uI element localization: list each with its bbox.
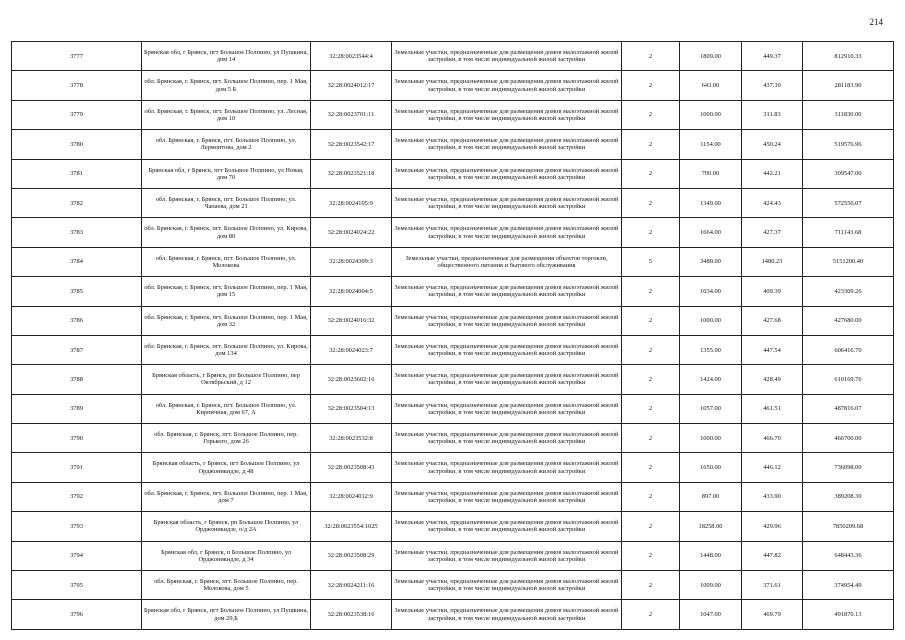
address-cell: обл. Брянская, г. Брянск, пгт. Большое Полпино, пер. 1 Мая, дом 7	[142, 482, 311, 511]
row-number: 3781	[12, 159, 142, 188]
specific-value-cell: 447.82	[742, 541, 803, 570]
land-use-purpose-cell: Земельные участки, предназначенные для размещения домов малоэтажной жилой застройки, в том числе индивидуальной жилой застройки	[392, 188, 622, 217]
row-number: 3778	[12, 71, 142, 100]
cadastral-value-cell: 427680.00	[803, 306, 894, 335]
cadastral-value-cell: 487816.07	[803, 394, 894, 423]
use-group-cell: 2	[622, 335, 680, 364]
specific-value-cell: 428.49	[742, 365, 803, 394]
table-row	[12, 365, 894, 394]
use-group-cell: 2	[622, 100, 680, 129]
address-cell: Брянская обл, г Брянск, пгт Большое Полпино, ул Новая, дом 70	[142, 159, 311, 188]
land-use-purpose-cell: Земельные участки, предназначенные для размещения домов малоэтажной жилой застройки, в том числе индивидуальной жилой застройки	[392, 453, 622, 482]
use-group-cell: 2	[622, 512, 680, 541]
area-cell: 897.00	[680, 482, 742, 511]
area-cell: 3480.00	[680, 247, 742, 276]
area-cell: 643.00	[680, 71, 742, 100]
cadastral-value-cell: 572556.07	[803, 188, 894, 217]
specific-value-cell: 442.21	[742, 159, 803, 188]
cadastral-value-cell: 311830.00	[803, 100, 894, 129]
table-row	[12, 453, 894, 482]
land-use-purpose-cell: Земельные участки, предназначенные для размещения домов малоэтажной жилой застройки, в том числе индивидуальной жилой застройки	[392, 306, 622, 335]
table-row	[12, 482, 894, 511]
use-group-cell: 2	[622, 159, 680, 188]
specific-value-cell: 427.37	[742, 218, 803, 247]
cadastral-number-cell: 32:28:0023532:8	[311, 424, 392, 453]
table-row	[12, 159, 894, 188]
area-cell: 1057.00	[680, 394, 742, 423]
address-cell: обл. Брянская, г. Брянск, пгт. Большое Полпино, ул. Лесная, дом 10	[142, 100, 311, 129]
use-group-cell: 2	[622, 541, 680, 570]
cadastral-number-cell: 32:28:0023538:16	[311, 600, 392, 629]
area-cell: 1349.00	[680, 188, 742, 217]
row-number: 3795	[12, 571, 142, 600]
address-cell: Брянская область, г Брянск, рп Большое Полпино, ул Орджоникидзе, о/д 2А	[142, 512, 311, 541]
row-number: 3792	[12, 482, 142, 511]
use-group-cell: 2	[622, 424, 680, 453]
table-row	[12, 571, 894, 600]
table-row	[12, 335, 894, 364]
specific-value-cell: 424.43	[742, 188, 803, 217]
cadastral-number-cell: 32:28:0024012:9	[311, 482, 392, 511]
area-cell: 1448.00	[680, 541, 742, 570]
area-cell: 1154.00	[680, 130, 742, 159]
area-cell: 700.00	[680, 159, 742, 188]
land-use-purpose-cell: Земельные участки, предназначенные для размещения домов малоэтажной жилой застройки, в том числе индивидуальной жилой застройки	[392, 218, 622, 247]
address-cell: обл. Брянская, г. Брянск, пгт. Большое Полпино, пер. 1 Мая, дом 5 Б	[142, 71, 311, 100]
specific-value-cell: 446.12	[742, 453, 803, 482]
table-row	[12, 424, 894, 453]
cadastral-number-cell: 32:28:0024023:7	[311, 335, 392, 364]
land-use-purpose-cell: Земельные участки, предназначенные для размещения домов малоэтажной жилой застройки, в том числе индивидуальной жилой застройки	[392, 482, 622, 511]
table-row	[12, 130, 894, 159]
specific-value-cell: 449.37	[742, 42, 803, 71]
land-use-purpose-cell: Земельные участки, предназначенные для размещения домов малоэтажной жилой застройки, в том числе индивидуальной жилой застройки	[392, 600, 622, 629]
cadastral-number-cell: 32:28:0023554:1025	[311, 512, 392, 541]
address-cell: Брянская обл, г Брянск, пгт Большое Полпино, ул Пушкина, дом 14	[142, 42, 311, 71]
cadastral-number-cell: 32:28:0023602:16	[311, 365, 392, 394]
cadastral-value-cell: 466700.00	[803, 424, 894, 453]
row-number: 3790	[12, 424, 142, 453]
land-use-purpose-cell: Земельные участки, предназначенные для размещения домов малоэтажной жилой застройки, в том числе индивидуальной жилой застройки	[392, 277, 622, 306]
use-group-cell: 2	[622, 42, 680, 71]
table-row	[12, 71, 894, 100]
table-row	[12, 100, 894, 129]
use-group-cell: 2	[622, 130, 680, 159]
specific-value-cell: 447.54	[742, 335, 803, 364]
table-row	[12, 306, 894, 335]
address-cell: обл. Брянская, г. Брянск, пгт. Большое Полпино, ул. Кирпичная, дом 67, А	[142, 394, 311, 423]
use-group-cell: 2	[622, 71, 680, 100]
cadastral-number-cell: 32:28:0023508:43	[311, 453, 392, 482]
area-cell: 1000.00	[680, 424, 742, 453]
area-cell: 1809.00	[680, 42, 742, 71]
cadastral-number-cell: 32:28:0024309:3	[311, 247, 392, 276]
use-group-cell: 2	[622, 453, 680, 482]
specific-value-cell: 311.83	[742, 100, 803, 129]
row-number: 3796	[12, 600, 142, 629]
address-cell: обл. Брянская, г. Брянск, пгт. Большое Полпино, пер. 1 Мая, дом 15	[142, 277, 311, 306]
land-use-purpose-cell: Земельные участки, предназначенные для размещения домов малоэтажной жилой застройки, в том числе индивидуальной жилой застройки	[392, 130, 622, 159]
row-number: 3793	[12, 512, 142, 541]
cadastral-value-cell: 309547.00	[803, 159, 894, 188]
row-number: 3782	[12, 188, 142, 217]
table-row	[12, 512, 894, 541]
row-number: 3794	[12, 541, 142, 570]
address-cell: Брянская обл, г Брянск, п Большое Полпино, ул Орджоникидзе, д 34	[142, 541, 311, 570]
address-cell: обл. Брянская, г. Брянск, пгт. Большое Полпино, ул. Кирова, дом 80	[142, 218, 311, 247]
use-group-cell: 2	[622, 188, 680, 217]
cadastral-number-cell: 32:28:0023521:18	[311, 159, 392, 188]
table-row	[12, 600, 894, 629]
address-cell: обл. Брянская, г. Брянск, пгт. Большое Полпино, пер. Горького, дом 26	[142, 424, 311, 453]
cadastral-number-cell: 32:28:0023542:17	[311, 130, 392, 159]
cadastral-value-table	[11, 41, 894, 630]
use-group-cell: 2	[622, 394, 680, 423]
address-cell: Брянская область, г Брянск, рп Большое Полпино, пер Октябрьский, д 12	[142, 365, 311, 394]
area-cell: 1424.00	[680, 365, 742, 394]
land-use-purpose-cell: Земельные участки, предназначенные для размещения домов малоэтажной жилой застройки, в том числе индивидуальной жилой застройки	[392, 394, 622, 423]
page-number: 214	[869, 17, 883, 27]
table-row	[12, 188, 894, 217]
cadastral-number-cell: 32:28:0024004:5	[311, 277, 392, 306]
specific-value-cell: 433.90	[742, 482, 803, 511]
cadastral-value-cell: 374954.49	[803, 571, 894, 600]
specific-value-cell: 429.96	[742, 512, 803, 541]
cadastral-number-cell: 32:28:0024211:16	[311, 571, 392, 600]
table-row	[12, 42, 894, 71]
cadastral-value-cell: 5151200.40	[803, 247, 894, 276]
address-cell: обл. Брянская, г. Брянск, пгт. Большое Полпино, пер. 1 Мая, дом 32	[142, 306, 311, 335]
row-number: 3788	[12, 365, 142, 394]
land-use-purpose-cell: Земельные участки, предназначенные для размещения домов малоэтажной жилой застройки, в том числе индивидуальной жилой застройки	[392, 71, 622, 100]
address-cell: Брянская обл, г Брянск, пгт Большое Полпино, ул Пушкина, дом 29,Б	[142, 600, 311, 629]
cadastral-value-cell: 423309.26	[803, 277, 894, 306]
use-group-cell: 2	[622, 600, 680, 629]
land-use-purpose-cell: Земельные участки, предназначенные для размещения домов малоэтажной жилой застройки, в том числе индивидуальной жилой застройки	[392, 512, 622, 541]
area-cell: 1009.00	[680, 571, 742, 600]
row-number: 3779	[12, 100, 142, 129]
cadastral-number-cell: 32:28:0023544:4	[311, 42, 392, 71]
use-group-cell: 2	[622, 365, 680, 394]
cadastral-value-cell: 281183.90	[803, 71, 894, 100]
land-use-purpose-cell: Земельные участки, предназначенные для размещения домов малоэтажной жилой застройки, в том числе индивидуальной жилой застройки	[392, 159, 622, 188]
row-number: 3785	[12, 277, 142, 306]
cadastral-number-cell: 32:28:0023701:11	[311, 100, 392, 129]
specific-value-cell: 461.51	[742, 394, 803, 423]
row-number: 3784	[12, 247, 142, 276]
specific-value-cell: 466.70	[742, 424, 803, 453]
cadastral-number-cell: 32:28:0024024:22	[311, 218, 392, 247]
area-cell: 18258.00	[680, 512, 742, 541]
cadastral-value-cell: 491870.13	[803, 600, 894, 629]
land-use-purpose-cell: Земельные участки, предназначенные для размещения объектов торговли, общественного питания и бытового обслуживания	[392, 247, 622, 276]
specific-value-cell: 437.30	[742, 71, 803, 100]
land-use-purpose-cell: Земельные участки, предназначенные для размещения домов малоэтажной жилой застройки, в том числе индивидуальной жилой застройки	[392, 100, 622, 129]
land-use-purpose-cell: Земельные участки, предназначенные для размещения домов малоэтажной жилой застройки, в том числе индивидуальной жилой застройки	[392, 571, 622, 600]
land-use-purpose-cell: Земельные участки, предназначенные для размещения домов малоэтажной жилой застройки, в том числе индивидуальной жилой застройки	[392, 424, 622, 453]
address-cell: Брянская область, г Брянск, пгт Большое Полпино, ул Орджоникидзе, д 48	[142, 453, 311, 482]
cadastral-number-cell: 32:28:0024012:17	[311, 71, 392, 100]
land-use-purpose-cell: Земельные участки, предназначенные для размещения домов малоэтажной жилой застройки, в том числе индивидуальной жилой застройки	[392, 541, 622, 570]
cadastral-value-cell: 610169.76	[803, 365, 894, 394]
cadastral-value-cell: 7850209.68	[803, 512, 894, 541]
address-cell: обл. Брянская, г. Брянск, пгт. Большое Полпино, пер. Молокова, дом 5	[142, 571, 311, 600]
cadastral-value-cell: 711143.68	[803, 218, 894, 247]
address-cell: обл. Брянская, г. Брянск, пгт. Большое Полпино, ул. Молокова	[142, 247, 311, 276]
table-row	[12, 541, 894, 570]
table-row	[12, 218, 894, 247]
specific-value-cell: 427.68	[742, 306, 803, 335]
specific-value-cell: 409.39	[742, 277, 803, 306]
land-use-purpose-cell: Земельные участки, предназначенные для размещения домов малоэтажной жилой застройки, в том числе индивидуальной жилой застройки	[392, 365, 622, 394]
table-row	[12, 247, 894, 276]
table-row	[12, 277, 894, 306]
cadastral-number-cell: 32:28:0024105:9	[311, 188, 392, 217]
cadastral-value-cell: 812910.33	[803, 42, 894, 71]
use-group-cell: 2	[622, 306, 680, 335]
row-number: 3780	[12, 130, 142, 159]
specific-value-cell: 1480.23	[742, 247, 803, 276]
use-group-cell: 2	[622, 218, 680, 247]
use-group-cell: 2	[622, 482, 680, 511]
address-cell: обл. Брянская, г. Брянск, пгт. Большое Полпино, ул. Лермонтова, дом 2	[142, 130, 311, 159]
cadastral-number-cell: 32:28:0023508:29	[311, 541, 392, 570]
cadastral-value-cell: 389208.30	[803, 482, 894, 511]
row-number: 3783	[12, 218, 142, 247]
row-number: 3789	[12, 394, 142, 423]
area-cell: 1355.00	[680, 335, 742, 364]
specific-value-cell: 450.24	[742, 130, 803, 159]
row-number: 3787	[12, 335, 142, 364]
table-row	[12, 394, 894, 423]
area-cell: 1650.00	[680, 453, 742, 482]
row-number: 3777	[12, 42, 142, 71]
use-group-cell: 2	[622, 571, 680, 600]
area-cell: 1000.00	[680, 306, 742, 335]
row-number: 3791	[12, 453, 142, 482]
use-group-cell: 2	[622, 277, 680, 306]
area-cell: 1047.00	[680, 600, 742, 629]
specific-value-cell: 371.61	[742, 571, 803, 600]
cadastral-number-cell: 32:28:0024016:32	[311, 306, 392, 335]
specific-value-cell: 469.79	[742, 600, 803, 629]
land-use-purpose-cell: Земельные участки, предназначенные для размещения домов малоэтажной жилой застройки, в том числе индивидуальной жилой застройки	[392, 335, 622, 364]
area-cell: 1000.00	[680, 100, 742, 129]
use-group-cell: 5	[622, 247, 680, 276]
cadastral-value-cell: 648443.36	[803, 541, 894, 570]
area-cell: 1034.00	[680, 277, 742, 306]
land-use-purpose-cell: Земельные участки, предназначенные для размещения домов малоэтажной жилой застройки, в том числе индивидуальной жилой застройки	[392, 42, 622, 71]
area-cell: 1664.00	[680, 218, 742, 247]
address-cell: обл. Брянская, г. Брянск, пгт. Большое Полпино, ул. Кирова, дом 134	[142, 335, 311, 364]
address-cell: обл. Брянская, г. Брянск, пгт. Большое Полпино, ул. Чапаева, дом 21	[142, 188, 311, 217]
cadastral-value-cell: 736098.00	[803, 453, 894, 482]
row-number: 3786	[12, 306, 142, 335]
cadastral-value-cell: 519576.96	[803, 130, 894, 159]
cadastral-number-cell: 32:28:0023504:13	[311, 394, 392, 423]
cadastral-value-cell: 606416.70	[803, 335, 894, 364]
